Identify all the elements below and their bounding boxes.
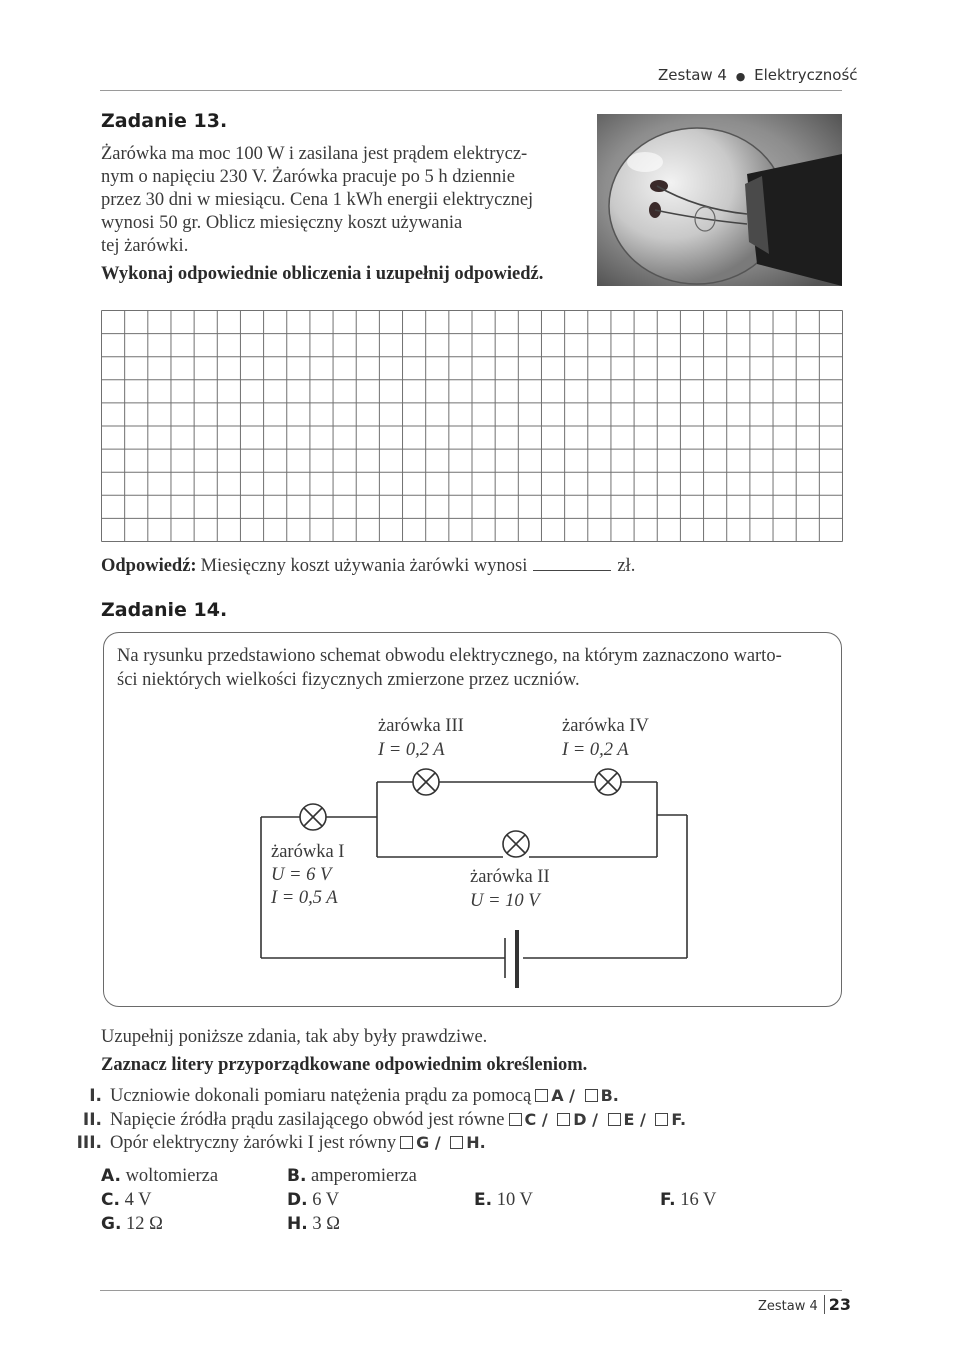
choice-letter: D <box>573 1110 587 1129</box>
option-text: 3 Ω <box>312 1214 340 1234</box>
page-number: 23 <box>824 1295 851 1314</box>
task-14-intro-line: Na rysunku przedstawiono schemat obwodu elektrycznego, na którym zaznaczono warto- <box>117 646 782 666</box>
bulb-II-symbol <box>503 831 529 857</box>
task-13-text-line: nym o napięciu 230 V. Żarówka pracuje po 5 h dziennie <box>101 167 515 187</box>
page-footer <box>758 1295 851 1314</box>
option-text: 10 V <box>496 1190 533 1210</box>
bulb-IV-symbol <box>595 769 621 795</box>
bulb-I-symbol <box>300 804 326 830</box>
task-13-text-line: przez 30 dni w miesiącu. Cena 1 kWh energii elektrycznej <box>101 190 534 210</box>
task-13-text-line: tej żarówki. <box>101 236 189 256</box>
choice-letter: E <box>623 1110 635 1129</box>
checkbox-H[interactable] <box>450 1136 463 1149</box>
checkbox-E[interactable] <box>608 1113 621 1126</box>
statement-end: . <box>612 1086 619 1105</box>
checkbox-A[interactable] <box>535 1089 548 1102</box>
answer-blank[interactable] <box>533 556 611 571</box>
option-G <box>101 1214 163 1235</box>
option-key: F. <box>660 1190 676 1210</box>
option-key: B. <box>287 1166 307 1186</box>
statement-I: I. Uczniowie dokonali pomiaru natężenia prądu za pomocą A / B. <box>76 1086 619 1107</box>
footer-rule <box>100 1290 842 1291</box>
choice-letter: G <box>416 1133 430 1152</box>
statement-text: Napięcie źródła prądu zasilającego obwód jest równe <box>110 1110 505 1130</box>
statement-II: II. Napięcie źródła prądu zasilającego obwód jest równe C / D / E / F. <box>76 1110 686 1131</box>
statement-end: . <box>680 1110 687 1129</box>
bulb-II-name: żarówka II <box>470 867 550 887</box>
statement-III: III. Opór elektryczny żarówki I jest równy G / H. <box>76 1133 486 1153</box>
bulb-II-voltage: U = 10 V <box>470 891 540 911</box>
checkbox-D[interactable] <box>557 1113 570 1126</box>
statement-number: I. <box>89 1086 102 1106</box>
option-D <box>287 1190 339 1211</box>
option-key: C. <box>101 1190 120 1210</box>
checkbox-C[interactable] <box>509 1113 522 1126</box>
option-key: A. <box>101 1166 121 1186</box>
choice-letter: B <box>600 1086 613 1105</box>
task-14-title: Zadanie 14. <box>101 599 228 621</box>
option-A <box>101 1166 218 1187</box>
option-key: G. <box>101 1214 122 1234</box>
task-13-answer <box>101 556 635 577</box>
answer-text: Miesięczny koszt używania żarówki wynosi <box>200 556 528 576</box>
bulb-I-current: I = 0,5 A <box>271 888 338 908</box>
option-F <box>660 1190 716 1211</box>
task-13-text-line: wynosi 50 gr. Oblicz miesięczny koszt używania <box>101 213 463 233</box>
option-E <box>474 1190 533 1211</box>
bulb-IV-name: żarówka IV <box>562 716 649 736</box>
checkbox-F[interactable] <box>655 1113 668 1126</box>
statement-number: II. <box>82 1110 102 1130</box>
option-text: 16 V <box>680 1190 717 1210</box>
answer-unit: zł. <box>617 556 636 576</box>
option-key: H. <box>287 1214 308 1234</box>
option-text: 4 V <box>124 1190 152 1210</box>
task-13-title: Zadanie 13. <box>101 110 228 132</box>
option-text: amperomierza <box>311 1166 417 1186</box>
option-key: D. <box>287 1190 308 1210</box>
light-bulb-photo <box>597 114 842 286</box>
choice-letter: C <box>524 1110 537 1129</box>
choice-letter: A <box>551 1086 564 1105</box>
task-14-intro-line: ści niektórych wielkości fizycznych zmierzone przez uczniów. <box>117 670 580 690</box>
task-14-instruction-bold: Zaznacz litery przyporządkowane odpowiednim określeniom. <box>101 1055 588 1075</box>
header-bullet: ● <box>735 70 746 83</box>
choice-letter: F <box>671 1110 680 1129</box>
header-subject: Elektryczność <box>754 66 858 84</box>
option-key: E. <box>474 1190 493 1210</box>
footer-section: Zestaw 4 <box>758 1299 818 1314</box>
choice-letter: H <box>466 1133 480 1152</box>
answer-label: Odpowiedź: <box>101 556 197 576</box>
statement-number: III. <box>76 1133 102 1153</box>
bulb-I-name: żarówka I <box>271 842 345 862</box>
statement-text: Opór elektryczny żarówki I jest równy <box>110 1133 397 1153</box>
statement-end: . <box>479 1133 486 1152</box>
statement-text: Uczniowie dokonali pomiaru natężenia prądu za pomocą <box>110 1086 532 1106</box>
checkbox-B[interactable] <box>585 1089 598 1102</box>
option-text: 6 V <box>312 1190 340 1210</box>
bulb-IV-current: I = 0,2 A <box>562 740 629 760</box>
bulb-I-voltage: U = 6 V <box>271 865 332 885</box>
circuit-diagram <box>103 632 842 1012</box>
bulb-III-name: żarówka III <box>378 716 464 736</box>
header-rule <box>100 90 842 91</box>
bulb-III-current: I = 0,2 A <box>378 740 445 760</box>
task-13-instruction: Wykonaj odpowiednie obliczenia i uzupełnij odpowiedź. <box>101 264 544 284</box>
task-14-instruction: Uzupełnij poniższe zdania, tak aby były prawdziwe. <box>101 1027 488 1047</box>
option-text: woltomierza <box>125 1166 219 1186</box>
task-13-text-line: Żarówka ma moc 100 W i zasilana jest prądem elektrycz- <box>101 144 528 164</box>
option-H <box>287 1214 340 1235</box>
bulb-III-symbol <box>413 769 439 795</box>
checkbox-G[interactable] <box>400 1136 413 1149</box>
header-section: Zestaw 4 <box>658 66 727 84</box>
option-B <box>287 1166 417 1187</box>
option-text: 12 Ω <box>126 1214 163 1234</box>
page-header <box>658 66 858 84</box>
option-C <box>101 1190 151 1211</box>
calculation-grid[interactable] <box>101 310 843 547</box>
